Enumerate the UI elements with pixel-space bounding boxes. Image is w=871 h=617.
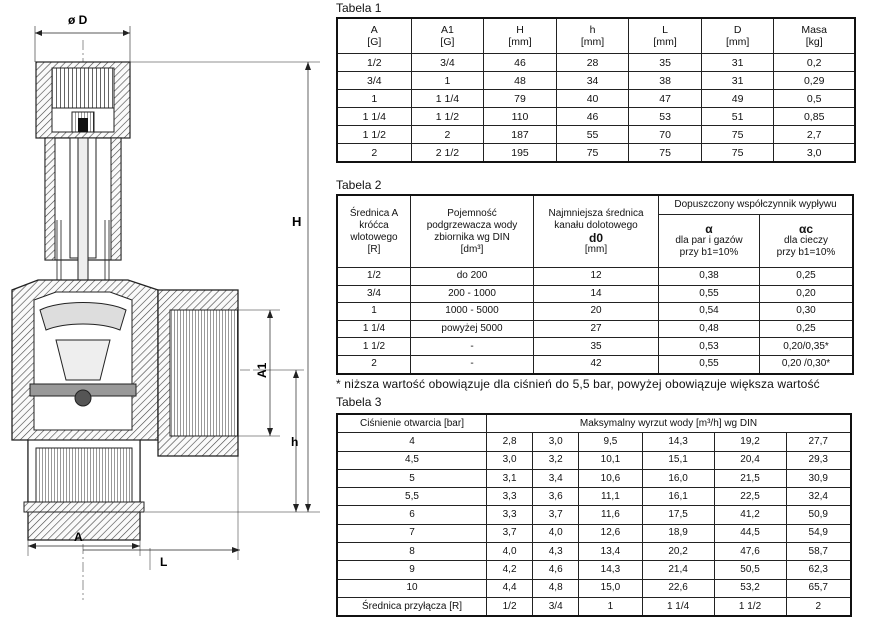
table-cell: 15,1 [642, 451, 714, 469]
table-cell: 0,53 [659, 338, 760, 356]
table-row [337, 451, 851, 469]
table-row [337, 543, 851, 561]
table-cell: 9 [337, 561, 487, 579]
table-cell: 3/4 [411, 54, 484, 72]
table-cell: 16,1 [642, 488, 714, 506]
header-line: [mm] [508, 36, 532, 48]
table-cell: 14,3 [642, 433, 714, 451]
table-cell: - [411, 338, 534, 356]
table-cell: 187 [484, 126, 557, 144]
header-line: podgrzewacza wody [426, 219, 518, 231]
table-cell: 4,0 [487, 543, 533, 561]
table-cell: 3,7 [533, 506, 579, 524]
table-cell: 0,25 [760, 320, 854, 338]
header-line: króćca [359, 219, 389, 231]
table-cell: 65,7 [786, 579, 851, 597]
table-cell: 3,3 [487, 488, 533, 506]
table-cell: 47,6 [714, 543, 786, 561]
od-label: ø D [68, 13, 88, 27]
table-cell: 9,5 [579, 433, 642, 451]
header-line: [mm] [584, 243, 608, 255]
header-line: wlotowego [350, 231, 398, 243]
table-cell: 2 [337, 144, 411, 163]
table-cell: 1 [411, 72, 484, 90]
table-cell: 35 [629, 54, 702, 72]
table2-header-alpha [659, 215, 760, 268]
table1-title: Tabela 1 [336, 1, 382, 15]
table-cell: 30,9 [786, 469, 851, 487]
table1-header-cell [411, 18, 484, 54]
table-cell: 3/4 [533, 597, 579, 616]
header-line: Najmniejsza średnica [548, 207, 644, 219]
table-cell: 1 1/4 [337, 108, 411, 126]
table-cell: 46 [556, 108, 629, 126]
table-cell: 2 [337, 355, 411, 373]
table-cell: Średnica przyłącza [R] [337, 597, 487, 616]
table-cell: 62,3 [786, 561, 851, 579]
table-cell: 28 [556, 54, 629, 72]
table-cell: 18,9 [642, 524, 714, 542]
table-cell: 3,7 [487, 524, 533, 542]
table-cell: 12 [534, 268, 659, 286]
table-cell: 17,5 [642, 506, 714, 524]
table-cell: 4,8 [533, 579, 579, 597]
header-line: A [370, 24, 378, 36]
table-cell: 0,29 [774, 72, 855, 90]
header-line: Średnica A [349, 207, 399, 219]
table-cell: 0,20 /0,30* [760, 355, 854, 373]
table-cell: 11,1 [579, 488, 642, 506]
header-line: [G] [367, 36, 382, 48]
table-cell: 1 1/2 [411, 108, 484, 126]
a-label: A [74, 530, 83, 544]
table-cell: 1000 - 5000 [411, 303, 534, 321]
table-cell: 0,55 [659, 285, 760, 303]
table-cell: 0,55 [659, 355, 760, 373]
table1-header-cell [556, 18, 629, 54]
table-cell: 50,5 [714, 561, 786, 579]
table-row [337, 433, 851, 451]
table2-header-inlet [337, 195, 411, 268]
table-cell: do 200 [411, 268, 534, 286]
l-label: L [160, 555, 168, 569]
table-cell: 2 1/2 [411, 144, 484, 163]
table-cell: 27 [534, 320, 659, 338]
table-cell: 200 - 1000 [411, 285, 534, 303]
table-cell: 1 1/2 [714, 597, 786, 616]
table-cell: 1 1/2 [337, 126, 411, 144]
valve-disc [56, 340, 110, 380]
table-cell: 0,48 [659, 320, 760, 338]
table-cell: 53,2 [714, 579, 786, 597]
table-cell: 7 [337, 524, 487, 542]
table-cell: 1/2 [337, 268, 411, 286]
table-cell: 34 [556, 72, 629, 90]
table-cell: 0,54 [659, 303, 760, 321]
header-line: [R] [367, 243, 381, 255]
table-cell: 3,0 [487, 451, 533, 469]
table-cell: 12,6 [579, 524, 642, 542]
table-cell: 42 [534, 355, 659, 373]
table-cell: 51 [701, 108, 774, 126]
header-line: [dm³] [460, 243, 484, 255]
table-cell: 49 [701, 90, 774, 108]
table-cell: 2 [411, 126, 484, 144]
header-line: dla par i gazów [675, 235, 743, 246]
table-cell: 22,6 [642, 579, 714, 597]
table-cell: 46 [484, 54, 557, 72]
table-cell: 0,20/0,35* [760, 338, 854, 356]
table-cell: 31 [701, 54, 774, 72]
header-line: zbiornika wg DIN [434, 231, 510, 243]
table-cell: 3,3 [487, 506, 533, 524]
table-cell: 3,0 [533, 433, 579, 451]
table-cell: 1/2 [487, 597, 533, 616]
table-cell: 1 [337, 90, 411, 108]
header-line: H [516, 24, 524, 36]
header-line: przy b1=10% [776, 247, 836, 258]
table-cell: 48 [484, 72, 557, 90]
table-cell: 4,3 [533, 543, 579, 561]
table-row [337, 579, 851, 597]
table-row [337, 90, 855, 108]
table-cell: 41,2 [714, 506, 786, 524]
table-row [337, 268, 853, 286]
table-cell: 55 [556, 126, 629, 144]
h-lower-label: h [291, 435, 299, 449]
table3-title: Tabela 3 [336, 395, 382, 409]
table-cell: 47 [629, 90, 702, 108]
valve-section-drawing [0, 0, 334, 616]
table-cell: 79 [484, 90, 557, 108]
table-cell: 8 [337, 543, 487, 561]
table-cell: 31 [701, 72, 774, 90]
header-line: kanału dolotowego [554, 219, 638, 231]
table-cell: 1 1/2 [337, 338, 411, 356]
header-line: D [733, 24, 742, 36]
table-cell: 38 [629, 72, 702, 90]
table2-group-header: Dopuszczony współczynnik wypływu [659, 195, 854, 215]
table-cell: - [411, 355, 534, 373]
table-row [337, 72, 855, 90]
table-row [337, 144, 855, 163]
table-cell: 70 [629, 126, 702, 144]
table-cell: 4,2 [487, 561, 533, 579]
table-cell: 0,85 [774, 108, 855, 126]
table-cell: 75 [701, 144, 774, 163]
table-row [337, 506, 851, 524]
table-cell: 21,4 [642, 561, 714, 579]
table-row [337, 488, 851, 506]
table-cell: 54,9 [786, 524, 851, 542]
table2-header-d0 [534, 195, 659, 268]
table-cell: 0,25 [760, 268, 854, 286]
table-row [337, 355, 853, 373]
table-row [337, 285, 853, 303]
table1-header-cell [484, 18, 557, 54]
table-cell: 21,5 [714, 469, 786, 487]
header-line: [kg] [805, 36, 823, 48]
table-cell: 0,20 [760, 285, 854, 303]
header-line: [mm] [653, 36, 677, 48]
table-row [337, 338, 853, 356]
table-row [337, 469, 851, 487]
table-cell: 16,0 [642, 469, 714, 487]
table2 [336, 194, 854, 375]
table-cell: 20,2 [642, 543, 714, 561]
table3-header-pressure: Ciśnienie otwarcia [bar] [337, 414, 487, 433]
table2-header-capacity [411, 195, 534, 268]
table-cell: 58,7 [786, 543, 851, 561]
table-cell: 75 [701, 126, 774, 144]
table-row [337, 561, 851, 579]
table-cell: 3/4 [337, 72, 411, 90]
header-line: d0 [588, 230, 603, 245]
table-cell: 10,6 [579, 469, 642, 487]
table-cell: 3,1 [487, 469, 533, 487]
table-cell: 0,30 [760, 303, 854, 321]
table-cell: 32,4 [786, 488, 851, 506]
header-line: [mm] [725, 36, 750, 48]
table1-header-cell [774, 18, 855, 54]
table-row [337, 303, 853, 321]
table3 [336, 413, 852, 617]
table1 [336, 17, 856, 163]
table-cell: 14,3 [579, 561, 642, 579]
table-cell: 1/2 [337, 54, 411, 72]
header-line: Masa [801, 24, 828, 36]
table-cell: 4,6 [533, 561, 579, 579]
table-row [337, 108, 855, 126]
table-cell: 6 [337, 506, 487, 524]
table-cell: 13,4 [579, 543, 642, 561]
table-cell: 2 [786, 597, 851, 616]
table-cell: 35 [534, 338, 659, 356]
table-cell: 3,0 [774, 144, 855, 163]
table-cell: 3/4 [337, 285, 411, 303]
table2-header-alpha-c [760, 215, 854, 268]
a1-label: A1 [255, 362, 269, 378]
table-cell: 11,6 [579, 506, 642, 524]
table-row [337, 320, 853, 338]
table-cell: 0,2 [774, 54, 855, 72]
table-cell: 3,4 [533, 469, 579, 487]
table-row [337, 524, 851, 542]
table-cell: 1 [337, 303, 411, 321]
table-cell: 40 [556, 90, 629, 108]
table-cell: 10 [337, 579, 487, 597]
table-cell: 4 [337, 433, 487, 451]
header-line: h [589, 24, 596, 36]
table-cell: 10,1 [579, 451, 642, 469]
table-cell: 75 [556, 144, 629, 163]
table-cell: 20,4 [714, 451, 786, 469]
table-cell: 2,7 [774, 126, 855, 144]
table-cell: 110 [484, 108, 557, 126]
table1-header-cell [701, 18, 774, 54]
table-cell: 0,5 [774, 90, 855, 108]
table-row [337, 126, 855, 144]
table-cell: 27,7 [786, 433, 851, 451]
table-cell: 0,38 [659, 268, 760, 286]
table-cell: 4,4 [487, 579, 533, 597]
table2-title: Tabela 2 [336, 178, 382, 192]
table-cell: 22,5 [714, 488, 786, 506]
table-cell: 195 [484, 144, 557, 163]
header-line: Pojemność [447, 207, 497, 219]
table-cell: 1 1/4 [642, 597, 714, 616]
table-cell: 14 [534, 285, 659, 303]
header-line: [G] [440, 36, 455, 48]
table-cell: 53 [629, 108, 702, 126]
table-cell: 4,0 [533, 524, 579, 542]
table-cell: 1 1/4 [337, 320, 411, 338]
header-line: α [705, 222, 713, 236]
table-cell: 5,5 [337, 488, 487, 506]
table-cell: 15,0 [579, 579, 642, 597]
table3-header-flow: Maksymalny wyrzut wody [m³/h] wg DIN [487, 414, 852, 433]
table-cell: 44,5 [714, 524, 786, 542]
table-cell: 4,5 [337, 451, 487, 469]
footnote: * niższa wartość obowiązuje dla ciśnień do 5,5 bar, powyżej obowiązuje większa wartość [336, 377, 820, 391]
table-row [337, 54, 855, 72]
header-line: [mm] [580, 36, 605, 48]
table-cell: 75 [629, 144, 702, 163]
table-cell: 29,3 [786, 451, 851, 469]
table-cell: 2,8 [487, 433, 533, 451]
table-cell: 3,6 [533, 488, 579, 506]
table-cell: 1 [579, 597, 642, 616]
table-cell: 3,2 [533, 451, 579, 469]
table-footer-row [337, 597, 851, 616]
table1-header-cell [337, 18, 411, 54]
table-cell: 1 1/4 [411, 90, 484, 108]
table-cell: 5 [337, 469, 487, 487]
table-cell: powyżej 5000 [411, 320, 534, 338]
h-upper-label: H [292, 214, 302, 229]
table-cell: 50,9 [786, 506, 851, 524]
header-line: L [662, 24, 668, 36]
header-line: przy b1=10% [679, 247, 739, 258]
table-cell: 19,2 [714, 433, 786, 451]
table1-header-cell [629, 18, 702, 54]
header-line: A1 [441, 24, 454, 36]
header-line: αc [798, 222, 814, 236]
header-line: dla cieczy [784, 235, 828, 246]
table-cell: 20 [534, 303, 659, 321]
